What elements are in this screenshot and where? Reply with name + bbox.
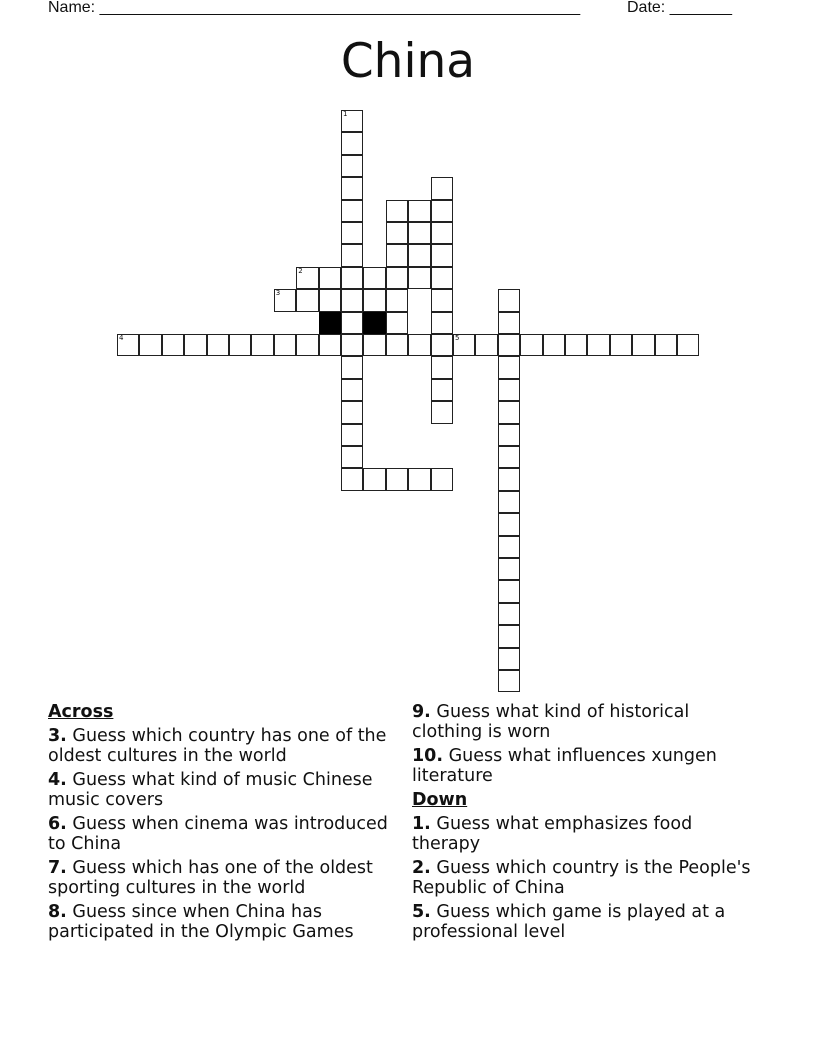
- grid-cell[interactable]: [386, 289, 408, 311]
- grid-cell[interactable]: [341, 222, 363, 244]
- grid-cell[interactable]: [431, 312, 453, 334]
- clue-text: Guess which country has one of the oldest cultures in the world: [48, 726, 387, 766]
- clue-text: Guess since when China has participated in the Olympic Games: [48, 902, 354, 942]
- grid-cell[interactable]: [319, 289, 341, 311]
- grid-cell[interactable]: [296, 267, 318, 289]
- clue-text: Guess which has one of the oldest sporting cultures in the world: [48, 858, 373, 898]
- grid-cell[interactable]: [184, 334, 206, 356]
- clue-number: 1.: [412, 814, 431, 834]
- grid-cell[interactable]: [431, 334, 453, 356]
- grid-cell[interactable]: [341, 334, 363, 356]
- grid-cell[interactable]: [610, 334, 632, 356]
- clue-text: Guess what influences xungen literature: [412, 746, 717, 786]
- cell-number: 3: [275, 289, 281, 298]
- grid-cell[interactable]: [341, 289, 363, 311]
- grid-cell[interactable]: [431, 289, 453, 311]
- grid-cell[interactable]: [498, 580, 520, 602]
- grid-cell[interactable]: [431, 356, 453, 378]
- clue-text: Guess which game is played at a professional level: [412, 902, 726, 942]
- grid-cell[interactable]: [341, 312, 363, 334]
- clue-number: 3.: [48, 726, 67, 746]
- grid-cell[interactable]: [498, 424, 520, 446]
- grid-cell[interactable]: [498, 401, 520, 423]
- grid-cell[interactable]: [498, 513, 520, 535]
- grid-cell[interactable]: [408, 468, 430, 490]
- grid-cell[interactable]: [341, 244, 363, 266]
- clue-across-4: [48, 770, 393, 810]
- grid-cell[interactable]: [677, 334, 699, 356]
- grid-cell[interactable]: [498, 446, 520, 468]
- clue-number: 9.: [412, 702, 431, 722]
- grid-cell[interactable]: [386, 244, 408, 266]
- grid-cell[interactable]: [498, 468, 520, 490]
- clue-text: Guess which country is the People's Republic of China: [412, 858, 751, 898]
- clue-text: Guess what kind of music Chinese music covers: [48, 770, 373, 810]
- grid-cell[interactable]: [565, 334, 587, 356]
- grid-cell[interactable]: [162, 334, 184, 356]
- grid-cell[interactable]: [498, 625, 520, 647]
- grid-cell[interactable]: [453, 334, 475, 356]
- clue-across-10: [412, 746, 757, 786]
- grid-cell[interactable]: [498, 670, 520, 692]
- grid-cell[interactable]: [319, 267, 341, 289]
- date-field[interactable]: Date: _______: [627, 0, 732, 16]
- clue-number: 5.: [412, 902, 431, 922]
- grid-cell[interactable]: [498, 558, 520, 580]
- grid-cell[interactable]: [498, 603, 520, 625]
- grid-cell[interactable]: [408, 200, 430, 222]
- grid-cell[interactable]: [386, 222, 408, 244]
- grid-cell[interactable]: [341, 379, 363, 401]
- name-field[interactable]: Name: ______________________________________________________: [48, 0, 581, 16]
- grid-cell[interactable]: [498, 491, 520, 513]
- clue-number: 8.: [48, 902, 67, 922]
- grid-cell[interactable]: [363, 334, 385, 356]
- grid-cell[interactable]: [431, 177, 453, 199]
- grid-cell[interactable]: [498, 289, 520, 311]
- clues-column-right: [412, 702, 757, 946]
- grid-cell[interactable]: [498, 334, 520, 356]
- grid-cell[interactable]: [229, 334, 251, 356]
- grid-cell[interactable]: [431, 244, 453, 266]
- grid-cell[interactable]: [498, 312, 520, 334]
- grid-cell[interactable]: [431, 468, 453, 490]
- grid-cell[interactable]: [341, 267, 363, 289]
- clue-down-2: [412, 858, 757, 898]
- cell-number: 4: [119, 334, 124, 342]
- across-heading: Across: [48, 702, 114, 722]
- clue-across-9: [412, 702, 757, 742]
- grid-cell[interactable]: [341, 200, 363, 222]
- grid-cell[interactable]: [386, 200, 408, 222]
- grid-cell[interactable]: [431, 379, 453, 401]
- grid-cell[interactable]: [498, 536, 520, 558]
- grid-cell[interactable]: [386, 468, 408, 490]
- grid-cell[interactable]: [408, 334, 430, 356]
- clues-column-left: [48, 702, 393, 946]
- grid-cell[interactable]: [341, 110, 363, 132]
- grid-cell[interactable]: [363, 267, 385, 289]
- grid-cell[interactable]: [296, 289, 318, 311]
- grid-cell[interactable]: [498, 356, 520, 378]
- grid-cell[interactable]: [341, 401, 363, 423]
- grid-cell[interactable]: [363, 289, 385, 311]
- clue-down-1: [412, 814, 757, 854]
- clue-across-3: [48, 726, 393, 766]
- grid-cell[interactable]: [341, 468, 363, 490]
- clue-number: 6.: [48, 814, 67, 834]
- grid-cell[interactable]: [408, 222, 430, 244]
- grid-cell[interactable]: [341, 177, 363, 199]
- grid-cell[interactable]: [117, 334, 139, 356]
- grid-cell[interactable]: [655, 334, 677, 356]
- page-title: China: [340, 34, 476, 89]
- grid-cell[interactable]: [207, 334, 229, 356]
- grid-cell[interactable]: [408, 244, 430, 266]
- clue-text: Guess when cinema was introduced to China: [48, 814, 388, 854]
- clue-across-6: [48, 814, 393, 854]
- grid-cell[interactable]: [431, 222, 453, 244]
- clue-number: 2.: [412, 858, 431, 878]
- clue-across-7: [48, 858, 393, 898]
- grid-cell[interactable]: [543, 334, 565, 356]
- cell-number: 2: [298, 266, 303, 275]
- clue-text: Guess what emphasizes food therapy: [412, 814, 693, 854]
- grid-cell[interactable]: [498, 379, 520, 401]
- clue-down-5: [412, 902, 757, 942]
- grid-cell[interactable]: [431, 401, 453, 423]
- grid-cell[interactable]: [408, 267, 430, 289]
- grid-cell[interactable]: [341, 446, 363, 468]
- grid-cell[interactable]: [274, 334, 296, 356]
- grid-cell[interactable]: [386, 334, 408, 356]
- grid-cell[interactable]: [341, 424, 363, 446]
- grid-cell[interactable]: [341, 356, 363, 378]
- clue-text: Guess what kind of historical clothing is worn: [412, 702, 690, 742]
- black-square: [319, 312, 341, 334]
- black-square: [363, 312, 385, 334]
- clue-number: 4.: [48, 770, 67, 790]
- grid-cell[interactable]: [341, 132, 363, 154]
- clue-across-8: [48, 902, 393, 942]
- clue-number: 7.: [48, 858, 67, 878]
- grid-cell[interactable]: [587, 334, 609, 356]
- grid-cell[interactable]: [319, 334, 341, 356]
- grid-cell[interactable]: [431, 200, 453, 222]
- grid-cell[interactable]: [363, 468, 385, 490]
- grid-cell[interactable]: [386, 267, 408, 289]
- grid-cell[interactable]: [139, 334, 161, 356]
- grid-cell[interactable]: [431, 267, 453, 289]
- grid-cell[interactable]: [274, 289, 296, 311]
- down-heading: Down: [412, 790, 468, 810]
- grid-cell[interactable]: [520, 334, 542, 356]
- grid-cell[interactable]: [498, 648, 520, 670]
- grid-cell[interactable]: [632, 334, 654, 356]
- grid-cell[interactable]: [296, 334, 318, 356]
- grid-cell[interactable]: [251, 334, 273, 356]
- clue-number: 10.: [412, 746, 444, 766]
- grid-cell[interactable]: [386, 312, 408, 334]
- grid-cell[interactable]: [341, 155, 363, 177]
- grid-cell[interactable]: [475, 334, 497, 356]
- cell-number: 5: [455, 334, 460, 342]
- cell-number: 1: [343, 110, 348, 118]
